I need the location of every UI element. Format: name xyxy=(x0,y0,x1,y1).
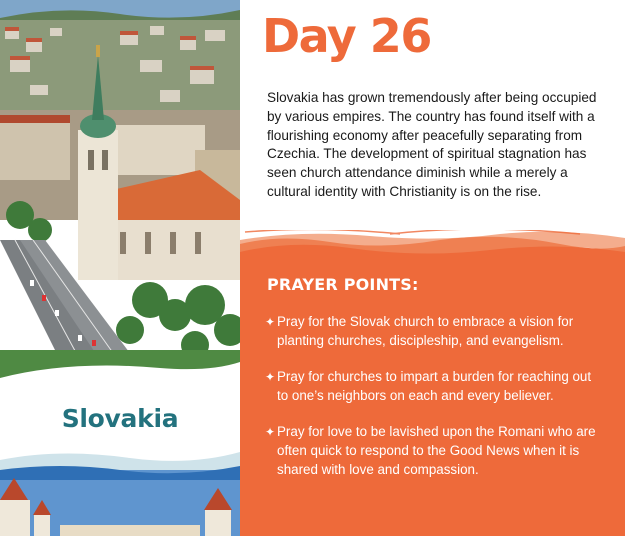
city-photo xyxy=(0,0,240,536)
prayer-point-text: Pray for the Slovak church to embrace a vision for planting churches, discipleship, and evangelism. xyxy=(277,314,574,348)
prayer-points-list xyxy=(265,313,605,497)
prayer-point xyxy=(265,368,605,405)
prayer-point xyxy=(265,423,605,479)
prayer-points-heading: PRAYER POINTS: xyxy=(267,275,419,294)
prayer-point xyxy=(265,313,605,350)
prayer-point-text: Pray for love to be lavished upon the Romani who are often quick to respond to the Good News when it is shared with love and compassion. xyxy=(277,424,596,477)
day-title: Day 26 xyxy=(262,9,431,63)
bratislava-city-image xyxy=(0,0,240,536)
sparkle-bullet-icon: ✦ xyxy=(265,370,276,385)
sparkle-bullet-icon: ✦ xyxy=(265,425,276,440)
intro-paragraph: Slovakia has grown tremendously after being occupied by various empires. The country has found itself with a flourishing economy after peacefully separating from Czechia. The development of spiritual stagnation has seen church attendance diminish while a merely a cultural identity with Christianity is on the rise. xyxy=(267,90,597,199)
sparkle-bullet-icon: ✦ xyxy=(265,315,276,329)
prayer-point-text: Pray for churches to impart a burden for reaching out to one’s neighbors on each and every believer. xyxy=(277,369,592,403)
country-name: Slovakia xyxy=(61,404,179,433)
